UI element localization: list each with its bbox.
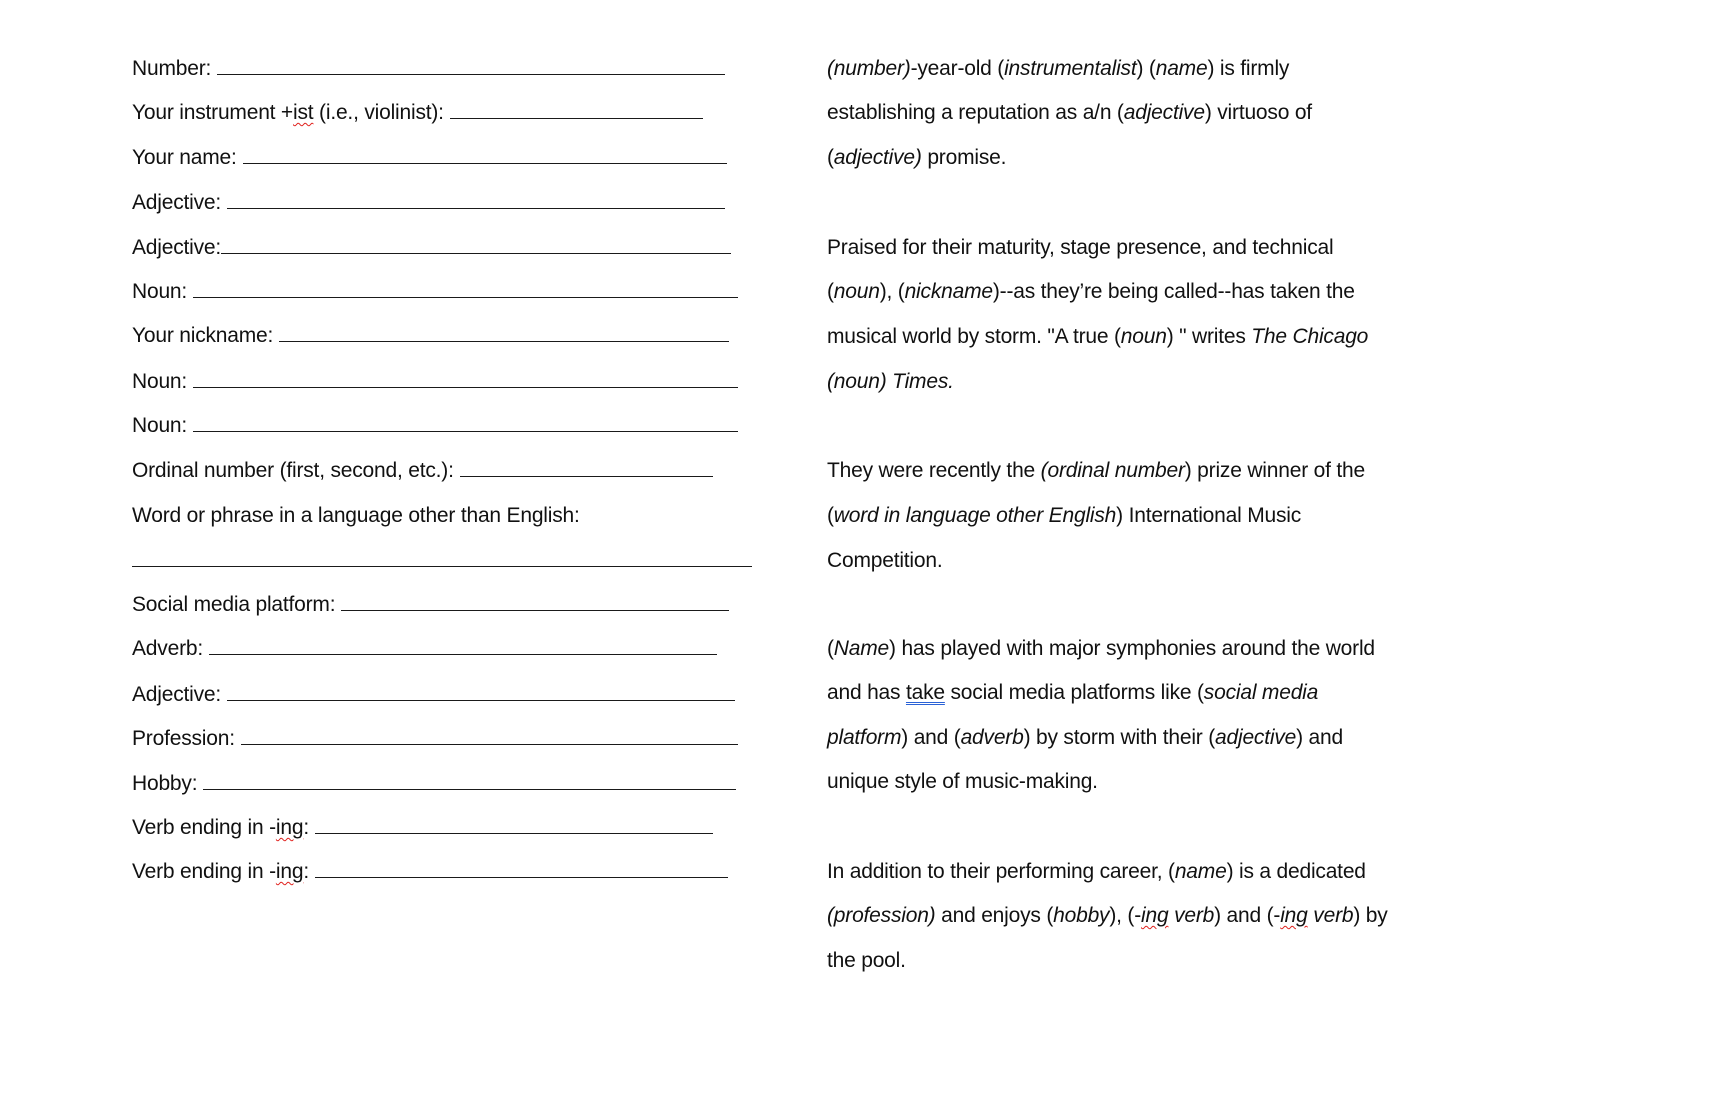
form-field-adjective-2 <box>132 235 731 261</box>
field-label: Noun: <box>132 414 188 437</box>
text-run: ) " writes <box>1166 325 1252 348</box>
field-label: Profession: <box>132 727 235 750</box>
text-run: Verb ending in - <box>132 860 276 883</box>
text-run: ( <box>827 637 834 660</box>
field-label: Adjective: <box>132 683 222 706</box>
field-label: Your nickname: <box>132 324 274 347</box>
text-run: ) has played with major symphonies around the world <box>889 637 1375 660</box>
field-label <box>132 860 309 883</box>
text-run: adjective <box>1123 101 1205 124</box>
text-run: : <box>303 816 309 839</box>
text-run: Praised for their maturity, stage presence, and technical <box>827 236 1334 259</box>
form-field-noun-3 <box>132 413 738 439</box>
foreign-word-input-row <box>132 548 752 567</box>
form-field-name <box>132 145 727 171</box>
text-run: unique style of music-making. <box>827 770 1098 793</box>
field-label: Hobby: <box>132 772 198 795</box>
text-run: ), (- <box>1109 904 1141 927</box>
field-label: Word or phrase in a language other than English: <box>132 504 580 527</box>
story-p5-line-2 <box>827 903 1388 929</box>
spelling-error-mark[interactable]: ing <box>1280 904 1308 927</box>
verb-ing-2-input[interactable] <box>315 859 728 878</box>
text-run: verb <box>1307 904 1354 927</box>
text-run: social media <box>1203 681 1319 704</box>
story-p4-line-2 <box>827 680 1318 706</box>
form-field-nickname <box>132 323 729 349</box>
text-run: noun <box>1120 325 1167 348</box>
text-run: name <box>1174 860 1227 883</box>
noun-3-input[interactable] <box>193 413 738 432</box>
spelling-error-mark[interactable]: ist <box>293 101 314 124</box>
adjective-3-input[interactable] <box>227 682 735 701</box>
form-field-noun-2 <box>132 369 738 395</box>
field-label <box>132 816 309 839</box>
noun-1-input[interactable] <box>193 279 738 298</box>
form-field-foreign-word <box>132 503 580 529</box>
form-field-adjective-1 <box>132 190 725 216</box>
story-p2-line-4 <box>827 369 954 395</box>
profession-input[interactable] <box>241 726 738 745</box>
text-run: ) and (- <box>1214 904 1281 927</box>
text-run: (ordinal number <box>1040 459 1185 482</box>
story-p2-line-1 <box>827 235 1333 261</box>
form-field-social-media <box>132 592 729 618</box>
text-run: ), ( <box>879 280 905 303</box>
text-run: and enjoys ( <box>935 904 1054 927</box>
text-run: (profession) <box>827 904 936 927</box>
field-label: Your name: <box>132 146 237 169</box>
text-run: musical world by storm. "A true ( <box>827 325 1121 348</box>
text-run: adjective) <box>833 146 922 169</box>
text-run: promise. <box>921 146 1007 169</box>
story-p5-line-3 <box>827 948 906 974</box>
hobby-input[interactable] <box>203 771 736 790</box>
text-run: the pool. <box>827 949 906 972</box>
field-label <box>132 101 444 124</box>
story-p4-line-3 <box>827 725 1343 751</box>
text-run: (number) <box>827 57 911 80</box>
text-run: Verb ending in - <box>132 816 276 839</box>
field-label: Noun: <box>132 370 188 393</box>
text-run: establishing a reputation as a/n ( <box>827 101 1124 124</box>
text-run: ) International Music <box>1116 504 1302 527</box>
text-run: ( <box>827 146 834 169</box>
text-run: adverb <box>960 726 1024 749</box>
adjective-1-input[interactable] <box>227 190 725 209</box>
text-run: : <box>303 860 309 883</box>
nickname-input[interactable] <box>279 323 729 342</box>
form-field-adverb <box>132 636 717 662</box>
text-run: ) by <box>1353 904 1388 927</box>
story-p2-line-2 <box>827 279 1355 305</box>
form-field-instrument <box>132 100 703 126</box>
adverb-input[interactable] <box>209 636 717 655</box>
text-run: ) prize winner of the <box>1184 459 1365 482</box>
story-p4-line-1 <box>827 636 1375 662</box>
text-run: Name <box>833 637 890 660</box>
text-run: verb <box>1168 904 1215 927</box>
form-field-profession <box>132 726 738 752</box>
form-field-verb-ing-1 <box>132 815 713 841</box>
text-run: )--as they’re being called--has taken the <box>992 280 1355 303</box>
ordinal-input[interactable] <box>460 458 713 477</box>
story-p5-line-1 <box>827 859 1366 885</box>
field-label: Noun: <box>132 280 188 303</box>
text-run: word in language other English <box>833 504 1117 527</box>
text-run: ( <box>827 280 834 303</box>
text-run: Your instrument + <box>132 101 294 124</box>
text-run: They were recently the <box>827 459 1041 482</box>
field-label: Adjective: <box>132 236 222 259</box>
social-media-input[interactable] <box>341 592 729 611</box>
text-run: platform <box>827 726 902 749</box>
text-run: hobby <box>1053 904 1110 927</box>
text-run: (i.e., violinist): <box>313 101 444 124</box>
text-run: ) and ( <box>901 726 961 749</box>
text-run: ) by storm with their ( <box>1023 726 1216 749</box>
text-run: nickname <box>904 280 993 303</box>
spelling-error-mark[interactable]: ing <box>275 816 304 839</box>
text-run: -year-old ( <box>910 57 1005 80</box>
text-run: noun <box>833 280 880 303</box>
text-run: ) virtuoso of <box>1204 101 1312 124</box>
form-field-ordinal <box>132 458 713 484</box>
spelling-error-mark[interactable]: ing <box>1141 904 1169 927</box>
form-field-verb-ing-2 <box>132 859 728 885</box>
story-p2-line-3 <box>827 324 1368 350</box>
story-p3-line-2 <box>827 503 1301 529</box>
verb-ing-1-input[interactable] <box>315 815 713 834</box>
story-p1-line-3 <box>827 145 1006 171</box>
story-p3-line-3 <box>827 548 943 574</box>
text-run: and has <box>827 681 906 704</box>
text-run: (noun) Times. <box>827 370 954 393</box>
noun-2-input[interactable] <box>193 369 738 388</box>
form-field-noun-1 <box>132 279 738 305</box>
text-run: In addition to their performing career, ( <box>827 860 1175 883</box>
foreign-word-input[interactable] <box>132 548 752 567</box>
field-label: Number: <box>132 57 212 80</box>
text-run: ) ( <box>1136 57 1156 80</box>
text-run: name <box>1155 57 1208 80</box>
story-p1-line-1 <box>827 56 1289 82</box>
form-field-number <box>132 56 725 82</box>
story-p1-line-2 <box>827 100 1312 126</box>
text-run: ) and <box>1296 726 1343 749</box>
text-run: Competition. <box>827 549 943 572</box>
grammar-error-mark[interactable]: take <box>905 681 945 704</box>
text-run: ) is firmly <box>1207 57 1290 80</box>
text-run: ) is a dedicated <box>1226 860 1366 883</box>
field-label: Adverb: <box>132 637 203 660</box>
number-input[interactable] <box>217 56 725 75</box>
text-run: instrumentalist <box>1004 57 1137 80</box>
instrument-input[interactable] <box>450 100 703 119</box>
field-label: Adjective: <box>132 191 222 214</box>
story-p4-line-4 <box>827 769 1098 795</box>
name-input[interactable] <box>243 145 727 164</box>
text-run: ( <box>827 504 834 527</box>
spelling-error-mark[interactable]: ing <box>275 860 304 883</box>
field-label: Social media platform: <box>132 593 336 616</box>
text-run: The Chicago <box>1251 325 1369 348</box>
story-p3-line-1 <box>827 458 1365 484</box>
field-label: Ordinal number (first, second, etc.): <box>132 459 454 482</box>
text-run: adjective <box>1215 726 1297 749</box>
form-field-adjective-3 <box>132 682 735 708</box>
adjective-2-input[interactable] <box>221 235 731 254</box>
text-run: social media platforms like ( <box>944 681 1204 704</box>
form-field-hobby <box>132 771 736 797</box>
